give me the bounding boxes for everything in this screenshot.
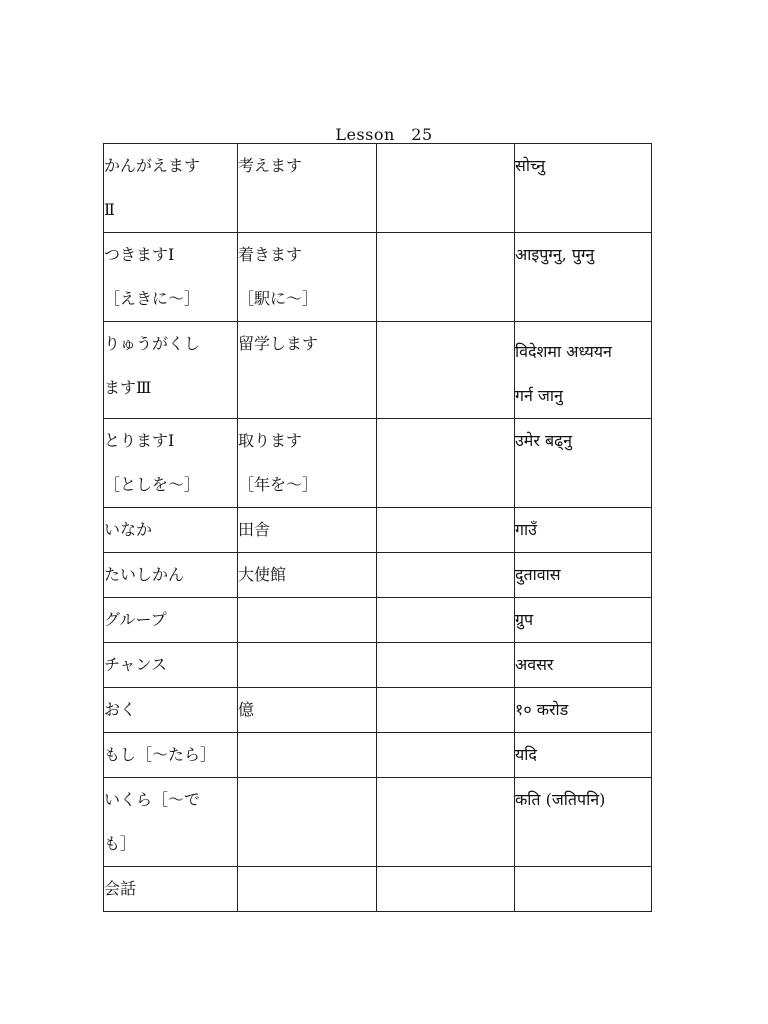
note-cell bbox=[377, 867, 515, 912]
table-row bbox=[104, 508, 652, 553]
kana-cell: かんがえます Ⅱ bbox=[104, 144, 238, 233]
page-title: Lesson 25 bbox=[335, 125, 433, 144]
kana-cell: グループ bbox=[104, 598, 238, 643]
note-cell bbox=[377, 688, 515, 733]
kana-cell: りゅうがくし ますⅢ bbox=[104, 322, 238, 419]
note-cell bbox=[377, 778, 515, 867]
kanji-cell bbox=[238, 867, 377, 912]
nepali-cell: सोच्नु bbox=[515, 144, 652, 233]
kana-cell: いなか bbox=[104, 508, 238, 553]
note-cell bbox=[377, 508, 515, 553]
kana-cell: つきますⅠ ［えきに〜］ bbox=[104, 233, 238, 322]
kanji-cell bbox=[238, 598, 377, 643]
note-cell bbox=[377, 553, 515, 598]
kana-cell: たいしかん bbox=[104, 553, 238, 598]
note-cell bbox=[377, 643, 515, 688]
note-cell bbox=[377, 144, 515, 233]
nepali-cell: १० करोड bbox=[515, 688, 652, 733]
nepali-cell: अवसर bbox=[515, 643, 652, 688]
kanji-cell: 考えます bbox=[238, 144, 377, 233]
kana-cell: もし［〜たら］ bbox=[104, 733, 238, 778]
table-row bbox=[104, 643, 652, 688]
table-row bbox=[104, 144, 652, 233]
kanji-cell: 億 bbox=[238, 688, 377, 733]
kanji-cell: 大使館 bbox=[238, 553, 377, 598]
table-row bbox=[104, 688, 652, 733]
table-row bbox=[104, 553, 652, 598]
table-row bbox=[104, 419, 652, 508]
nepali-cell: दुतावास bbox=[515, 553, 652, 598]
kana-cell: いくら［〜で も］ bbox=[104, 778, 238, 867]
nepali-cell: कति (जतिपनि) bbox=[515, 778, 652, 867]
kanji-cell: 留学します bbox=[238, 322, 377, 419]
nepali-cell: उमेर बढ्नु bbox=[515, 419, 652, 508]
table-row bbox=[104, 733, 652, 778]
kanji-cell bbox=[238, 643, 377, 688]
note-cell bbox=[377, 322, 515, 419]
nepali-cell: यदि bbox=[515, 733, 652, 778]
table-row bbox=[104, 598, 652, 643]
kanji-cell bbox=[238, 733, 377, 778]
vocabulary-table bbox=[103, 143, 652, 912]
nepali-cell bbox=[515, 867, 652, 912]
table-row bbox=[104, 778, 652, 867]
kanji-cell: 田舎 bbox=[238, 508, 377, 553]
kanji-cell: 取ります ［年を〜］ bbox=[238, 419, 377, 508]
nepali-cell: ग्रुप bbox=[515, 598, 652, 643]
kanji-cell bbox=[238, 778, 377, 867]
kanji-cell: 着きます ［駅に〜］ bbox=[238, 233, 377, 322]
kana-cell: 会話 bbox=[104, 867, 238, 912]
nepali-cell: विदेशमा अध्ययन गर्न जानु bbox=[515, 322, 652, 419]
note-cell bbox=[377, 419, 515, 508]
kana-cell: おく bbox=[104, 688, 238, 733]
table-row bbox=[104, 322, 652, 419]
table-row bbox=[104, 867, 652, 912]
kana-cell: とりますⅠ ［としを〜］ bbox=[104, 419, 238, 508]
table-row bbox=[104, 233, 652, 322]
note-cell bbox=[377, 233, 515, 322]
note-cell bbox=[377, 598, 515, 643]
nepali-cell: आइपुग्नु, पुग्नु bbox=[515, 233, 652, 322]
nepali-cell: गाउँ bbox=[515, 508, 652, 553]
note-cell bbox=[377, 733, 515, 778]
kana-cell: チャンス bbox=[104, 643, 238, 688]
